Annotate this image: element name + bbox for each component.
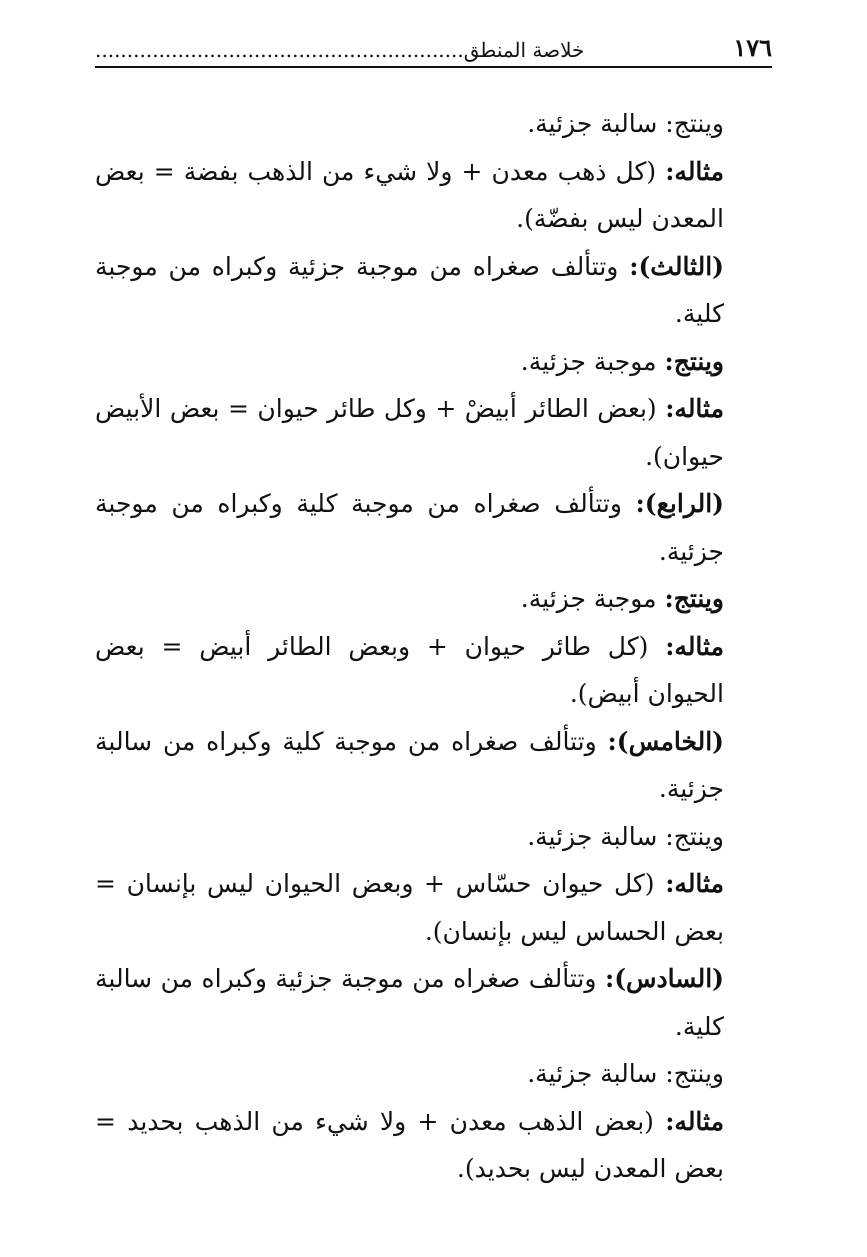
paragraph-text: وتتألف صغراه من موجبة جزئية وكبراه من سالبة كلية.	[95, 964, 724, 1041]
page-number: ١٧٦	[733, 33, 772, 62]
paragraph	[95, 623, 772, 718]
paragraph	[95, 955, 772, 1050]
paragraph	[95, 385, 772, 480]
paragraph-lead: مثاله:	[665, 394, 724, 423]
paragraph	[95, 338, 772, 386]
body-text	[95, 100, 772, 1193]
header-title: خلاصة المنطق..........................................................	[95, 38, 585, 62]
paragraph-text: (كل طائر حيوان + وبعض الطائر أبيض = بعض الحيوان أبيض).	[95, 631, 724, 708]
paragraph-text: وتتألف صغراه من موجبة كلية وكبراه من موجبة جزئية.	[95, 489, 724, 566]
paragraph-lead: مثاله:	[665, 631, 724, 661]
paragraph	[95, 243, 772, 338]
paragraph	[95, 718, 772, 813]
paragraph	[95, 1050, 772, 1098]
running-header	[95, 28, 772, 68]
paragraph	[95, 813, 772, 861]
paragraph-lead: مثاله:	[665, 156, 724, 186]
paragraph-lead: مثاله:	[665, 869, 724, 898]
paragraph	[95, 148, 772, 243]
paragraph-text: وتتألف صغراه من موجبة كلية وكبراه من سالبة جزئية.	[95, 726, 724, 803]
paragraph	[95, 860, 772, 955]
paragraph-lead: مثاله:	[665, 1106, 724, 1136]
paragraph-text: (بعض الطائر أبيضْ + وكل طائر حيوان = بعض الأبيض حيوان).	[95, 394, 724, 471]
paragraph-lead: (الرابع):	[635, 489, 724, 518]
paragraph	[95, 1098, 772, 1193]
paragraph	[95, 100, 772, 148]
paragraph-lead: وينتج:	[664, 346, 724, 376]
paragraph-text: وينتج: سالبة جزئية.	[527, 1059, 724, 1088]
paragraph-text: (كل حيوان حسّاس + وبعض الحيوان ليس بإنسان = بعض الحساس ليس بإنسان).	[95, 869, 724, 946]
paragraph-text: وينتج: سالبة جزئية.	[527, 821, 724, 851]
paragraph	[95, 575, 772, 623]
paragraph-text: (كل ذهب معدن + ولا شيء من الذهب بفضة = بعض المعدن ليس بفضّة).	[95, 156, 724, 233]
paragraph-text: موجبة جزئية.	[520, 346, 665, 376]
paragraph-lead: وينتج:	[664, 584, 724, 613]
paragraph-text: وينتج: سالبة جزئية.	[527, 109, 724, 138]
paragraph-lead: (الثالث):	[629, 251, 724, 281]
paragraph-lead: (الخامس):	[607, 726, 724, 756]
paragraph-text: موجبة جزئية.	[520, 584, 665, 613]
paragraph-lead: (السادس):	[604, 964, 724, 993]
paragraph-text: (بعض الذهب معدن + ولا شيء من الذهب بحديد = بعض المعدن ليس بحديد).	[95, 1106, 724, 1183]
paragraph	[95, 480, 772, 575]
paragraph-text: وتتألف صغراه من موجبة جزئية وكبراه من موجبة كلية.	[95, 251, 724, 328]
